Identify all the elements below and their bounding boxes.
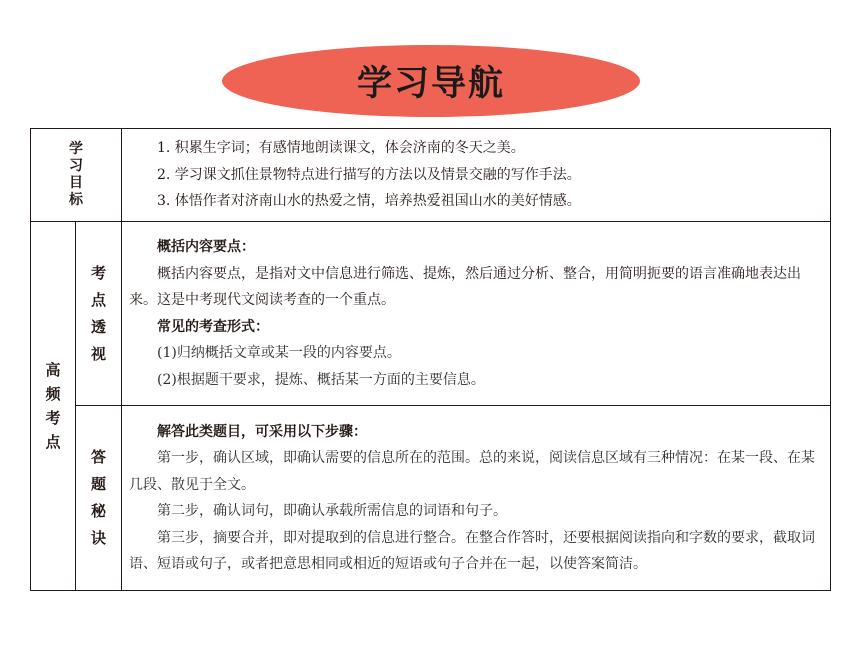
analysis-label-char: 点 (90, 290, 106, 309)
step-item: 第二步，确认词句，即确认承载所需信息的词语和句子。 (157, 503, 507, 519)
high-freq-label-char: 点 (45, 433, 61, 451)
tips-row (31, 406, 831, 591)
goal-item: 2. 学习课文抓住景物特点进行描写的方法以及情景交融的写作手法。 (157, 166, 581, 183)
high-freq-label (31, 222, 76, 591)
step-item: 第一步，确认区域，即确认需要的信息所在的范围。总的来说，阅读信息区域有三种情况：在某一段、在某几段、散见于全文。 (129, 450, 815, 493)
goal-item: 1. 积累生字词；有感情地朗读课文，体会济南的冬天之美。 (157, 140, 525, 157)
forms-heading: 常见的考查形式： (157, 318, 269, 335)
analysis-label-char: 透 (90, 317, 106, 336)
tips-label-char: 秘 (90, 502, 106, 520)
high-freq-label-char: 考 (45, 409, 61, 427)
goals-label-char: 习 (69, 158, 83, 174)
analysis-label-char: 考 (90, 263, 106, 282)
form-item: (2)根据题干要求，提炼、概括某一方面的主要信息。 (157, 371, 485, 388)
goals-content (122, 129, 831, 222)
goals-label-char: 目 (69, 175, 83, 191)
analysis-paragraph: 概括内容要点，是指对文中信息进行筛选、提炼，然后通过分析、整合，用简明扼要的语言准确地表达出来。这是中考现代文阅读考查的一个重点。 (129, 265, 801, 308)
analysis-row (31, 222, 831, 406)
tips-content (122, 406, 831, 591)
tips-label-char: 诀 (90, 529, 106, 547)
goals-label (31, 129, 122, 222)
tips-label (76, 406, 122, 591)
tips-label-char: 答 (90, 448, 106, 466)
form-item: (1)归纳概括文章或某一段的内容要点。 (157, 345, 401, 361)
goal-item: 3. 体悟作者对济南山水的热爱之情，培养热爱祖国山水的美好情感。 (157, 193, 581, 210)
goals-row (31, 129, 831, 222)
tips-label-char: 题 (90, 475, 106, 493)
page-title: 学习导航 (356, 64, 505, 104)
tips-heading: 解答此类题目，可采用以下步骤： (157, 423, 367, 440)
study-guide-table (30, 128, 830, 590)
high-freq-label-char: 高 (45, 361, 61, 379)
analysis-content (122, 222, 831, 406)
goals-label-char: 标 (69, 192, 83, 208)
high-freq-label-char: 频 (45, 385, 61, 403)
analysis-label-char: 视 (90, 344, 106, 363)
step-item: 第三步，摘要合并，即对提取到的信息进行整合。在整合作答时，还要根据阅读指向和字数的要求，截取词语、短语或句子，或者把意思相同或相近的短语或句子合并在一起，以使答案简洁。 (129, 529, 815, 572)
title-banner (222, 45, 640, 117)
analysis-label (76, 222, 122, 406)
goals-label-char: 学 (69, 141, 83, 157)
analysis-heading: 概括内容要点： (157, 239, 255, 255)
